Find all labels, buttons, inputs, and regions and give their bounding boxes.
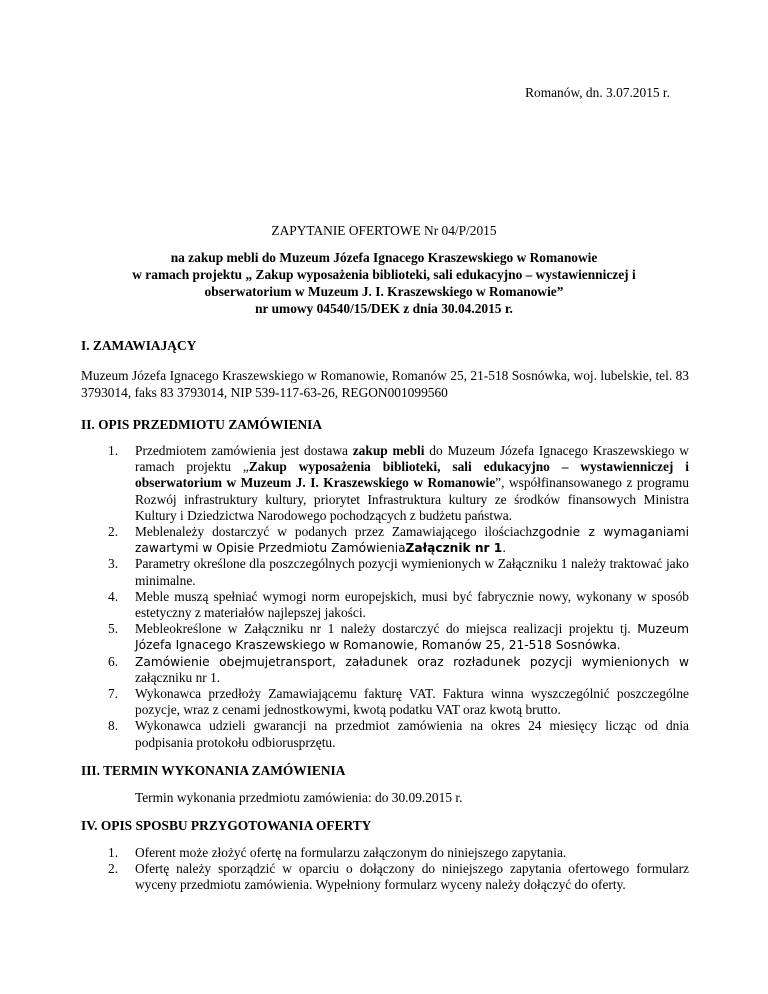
list-item-text: Oferent może złożyć ofertę na formularzu załączonym do niniejszego zapytania. [135, 845, 567, 860]
list-item [108, 718, 689, 750]
list-item-text: Przedmiotem zamówienia jest dostawa [135, 443, 353, 458]
document-title: ZAPYTANIE OFERTOWE Nr 04/P/2015 [271, 223, 497, 238]
list-item-number: 5. [108, 621, 119, 637]
section-text-termin: Termin wykonania przedmiotu zamówienia: do 30.09.2015 r. [135, 790, 463, 805]
list-item-text: Muzeum Józefa Ignacego Kraszewskiego w Romanowie, Romanów 25, 21-518 Sosnówka. [135, 622, 689, 653]
list-item-text: załączniku nr 1. [135, 669, 221, 685]
list-item [108, 556, 689, 588]
list-item-number: 1. [108, 443, 119, 458]
list-item [108, 861, 689, 893]
list-item-bold: zakup mebli [352, 443, 425, 458]
opis-oferty-list [108, 845, 689, 894]
list-item-bold: Zakup wyposażenia biblioteki, sali edukacyjno – wystawienniczej i obserwatorium w Muzeum J. I. Kraszewskiego w Romanowie [135, 459, 689, 491]
list-item [108, 654, 689, 686]
opis-przedmiotu-list [108, 443, 689, 751]
list-item-number: 6. [108, 653, 119, 669]
list-item-text: Ofertę należy sporządzić w oparciu o dołączony do niniejszego zapytania ofertowego formularz wyceny przedmiotu zamówienia. Wypełniony formularz wyceny należy dołączyć do oferty. [135, 861, 689, 893]
list-item-number: 1. [108, 845, 119, 860]
subtitle-line: nr umowy 04540/15/DEK z dnia 30.04.2015 r. [255, 301, 513, 316]
list-item [108, 589, 689, 621]
list-item-text: zgodnie z wymaganiami zawartymi w Opisie Przedmiotu Zamówienia [135, 525, 689, 556]
list-item-text: . [502, 541, 507, 556]
list-item [108, 621, 689, 653]
section-heading-opis-oferty: IV. OPIS SPOSBU PRZYGOTOWANIA OFERTY [81, 818, 372, 833]
subtitle-line: w ramach projektu „ Zakup wyposażenia biblioteki, sali edukacyjno – wystawienniczej i [132, 267, 636, 282]
list-item-text: ”, współfinansowanego z programu Rozwój infrastruktury kultury, priorytet Infrastruktura kultury ze środków finansowych Ministra Kultury i Dziedzictwa Narodowego pochodzących z budżetu państwa. [135, 475, 689, 523]
list-item [108, 443, 689, 524]
subtitle-line: na zakup mebli do Muzeum Józefa Ignacego Kraszewskiego w Romanowie [170, 250, 598, 265]
list-item-number: 4. [108, 588, 119, 604]
list-item-text: Zamówienie obejmujetransport, załadunek oraz rozładunek pozycji wymienionych w [135, 654, 689, 669]
list-item [108, 845, 689, 861]
list-item-text: do Muzeum Józefa Ignacego Kraszewskiego w ramach projektu „ [135, 443, 689, 475]
document-subtitle [70, 249, 698, 317]
list-item [108, 686, 689, 718]
list-item-text: Mebleokreślone w Załączniku nr 1 należy dostarczyć do miejsca realizacji projektu tj. [135, 621, 638, 637]
list-item-number: 8. [108, 718, 119, 734]
section-heading-zamawiajacy: I. ZAMAWIAJĄCY [81, 338, 197, 353]
date-line: Romanów, dn. 3.07.2015 r. [525, 85, 670, 100]
list-item-text: Wykonawca udzieli gwarancji na przedmiot zamówienia na okres 24 miesięcy licząc od dnia podpisania protokołu odbiorusprzętu. [135, 718, 689, 750]
list-item-text: Wykonawca przedłoży Zamawiającemu fakturę VAT. Faktura winna wyszczególnić poszczególne pozycje, wraz z cenami jednostkowymi, kwotą podatku VAT oraz kwotą brutto. [135, 686, 689, 718]
list-item-text: Meble muszą spełniać wymogi norm europejskich, musi być fabrycznie nowy, wykonany w sposób estetyczny z materiałów najlepszej jakości. [135, 588, 689, 621]
list-item-number: 2. [108, 524, 119, 540]
subtitle-line: obserwatorium w Muzeum J. I. Kraszewskiego w Romanowie” [204, 284, 564, 299]
section-text-zamawiajacy: Muzeum Józefa Ignacego Kraszewskiego w Romanowie, Romanów 25, 21-518 Sosnówka, woj. lubelskie, tel. 83 3793014, faks 83 3793014, NIP 539-117-63-26, REGON001099560 [81, 368, 689, 400]
list-item-number: 7. [108, 686, 119, 702]
section-heading-termin: III. TERMIN WYKONANIA ZAMÓWIENIA [81, 763, 346, 778]
list-item-bold: Załącznik nr 1 [405, 541, 503, 556]
list-item-text: Parametry określone dla poszczególnych pozycji wymienionych w Załączniku 1 należy traktować jako minimalne. [135, 556, 689, 588]
list-item [108, 524, 689, 556]
section-heading-opis-przedmiotu: II. OPIS PRZEDMIOTU ZAMÓWIENIA [81, 417, 323, 432]
list-item-text: Meblenależy dostarczyć w podanych przez Zamawiającego ilościach [135, 524, 533, 540]
list-item-number: 2. [108, 861, 119, 877]
list-item-number: 3. [108, 556, 119, 572]
